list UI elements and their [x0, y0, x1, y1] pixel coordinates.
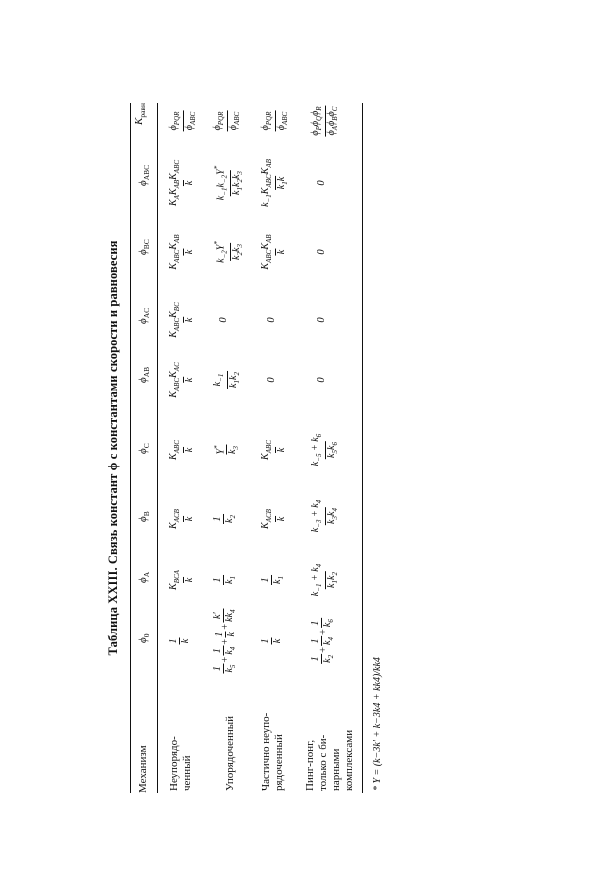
- row4-mechanism: Пинг-понг, только с би- нарными комплексами: [304, 729, 355, 791]
- row4-Kequil: $\phi_P\phi_Q\phi_R$ $\phi_A\phi_B\phi_C$: [310, 106, 339, 136]
- header-phiAB: $\phi_{AB}$: [137, 366, 152, 383]
- row1-phiABC: $K_AK_{AB}K_{ABC}$ k: [168, 159, 195, 207]
- row2-phiAB: $k_{-1}$ $k_1k_2$: [212, 372, 241, 388]
- row4-phi0: 1 $k_2$ + 1 $k_4$ + 1 $k_6$: [310, 619, 335, 663]
- row3-phiABC: $k_{-1}K_{ABC}K_{AB}$ $k_1k$: [260, 159, 289, 207]
- row3-phiA: 1 $k_1$: [260, 576, 285, 584]
- header-phiA: $\phi_A$: [137, 571, 152, 583]
- table-bottom-rule: [362, 103, 363, 793]
- header-bottom-rule: [157, 103, 158, 793]
- row3-phiB: $K_{ACB}$ k: [260, 509, 287, 529]
- row3-phiC: $K_{ABC}$ k: [260, 440, 287, 460]
- row2-phiABC: $k_{-1}k_{-2}Y^*$ $k_1k_2k_3$: [213, 165, 245, 201]
- row1-phiBC: $K_{ABC}K_{AB}$ k: [168, 234, 195, 270]
- row4-phiC: $k_{-5} + k_6$ $k_5k_6$: [310, 433, 339, 467]
- row1-phiB: $K_{ACB}$ k: [168, 509, 195, 529]
- row1-phiAB: $K_{ABC}K_{AC}$ k: [168, 362, 195, 398]
- header-phiBC: $\phi_{BC}$: [137, 239, 152, 255]
- row2-phiC: Y* $k_3$: [213, 445, 241, 455]
- header-mechanism: Механизм: [137, 745, 149, 793]
- row4-phiA: $k_{-1} + k_4$ $k_1k_2$: [310, 563, 339, 597]
- row2-phiAC: 0: [218, 317, 229, 323]
- row1-Kequil: $\phi_{PQR}$ $\phi_{ABC}$: [168, 111, 197, 131]
- row1-phiA: $K_{BCA}$ k: [168, 570, 195, 590]
- row3-mechanism: Частично неупо- рядоченный: [260, 712, 285, 791]
- rotated-table: [100, 103, 500, 793]
- row4-phiBC: 0: [316, 249, 327, 255]
- footnote: * Y = (k−3k′ + k−3k4 + kk4)/kk4: [372, 657, 383, 791]
- header-phiABC: $\phi_{ABC}$: [137, 164, 152, 186]
- header-phiAC: $\phi_{AC}$: [137, 307, 152, 324]
- row4-phiAB: 0: [316, 377, 327, 383]
- row3-phiBC: $K_{ABC}K_{AB}$ k: [260, 234, 287, 270]
- row1-mechanism: Неупорядо- ченный: [168, 736, 193, 791]
- row2-phiBC: $k_{-2}Y^*$ $k_2k_3$: [213, 241, 245, 263]
- row3-phiAB: 0: [266, 377, 277, 383]
- row2-phiA: 1 $k_1$: [212, 576, 237, 584]
- row2-mechanism: Упорядоченный: [224, 715, 236, 791]
- row1-phiC: $K_{ABC}$ k: [168, 440, 195, 460]
- row1-phi0: 1 k: [168, 638, 191, 644]
- table-title: Таблица XXIII. Связь констант ϕ с константами скорости и равновесия: [106, 240, 120, 656]
- row4-phiABC: 0: [316, 180, 327, 186]
- row4-phiAC: 0: [316, 317, 327, 323]
- header-phiC: $\phi_C$: [137, 443, 152, 454]
- header-top-rule: [130, 103, 131, 793]
- row4-phiB: $k_{-3} + k_4$ $k_3k_4$: [310, 499, 339, 533]
- header-phiB: $\phi_B$: [137, 511, 152, 522]
- row2-phiB: 1 $k_2$: [212, 515, 237, 523]
- row1-phiAC: $K_{ABC}K_{BC}$ k: [168, 302, 195, 338]
- row3-Kequil: $\phi_{PQR}$ $\phi_{ABC}$: [260, 111, 289, 131]
- row3-phiAC: 0: [266, 317, 277, 323]
- header-Kequil: $K_{равн}$: [133, 103, 148, 125]
- row3-phi0: 1 k: [260, 638, 283, 644]
- row2-Kequil: $\phi_{PQR}$ $\phi_{ABC}$: [212, 111, 241, 131]
- header-phi0: $\phi_0$: [137, 633, 152, 643]
- row2-phi0: 1 $k_5$ + 1 $k_4$ + 1 k + k′ $kk_4$: [212, 609, 237, 673]
